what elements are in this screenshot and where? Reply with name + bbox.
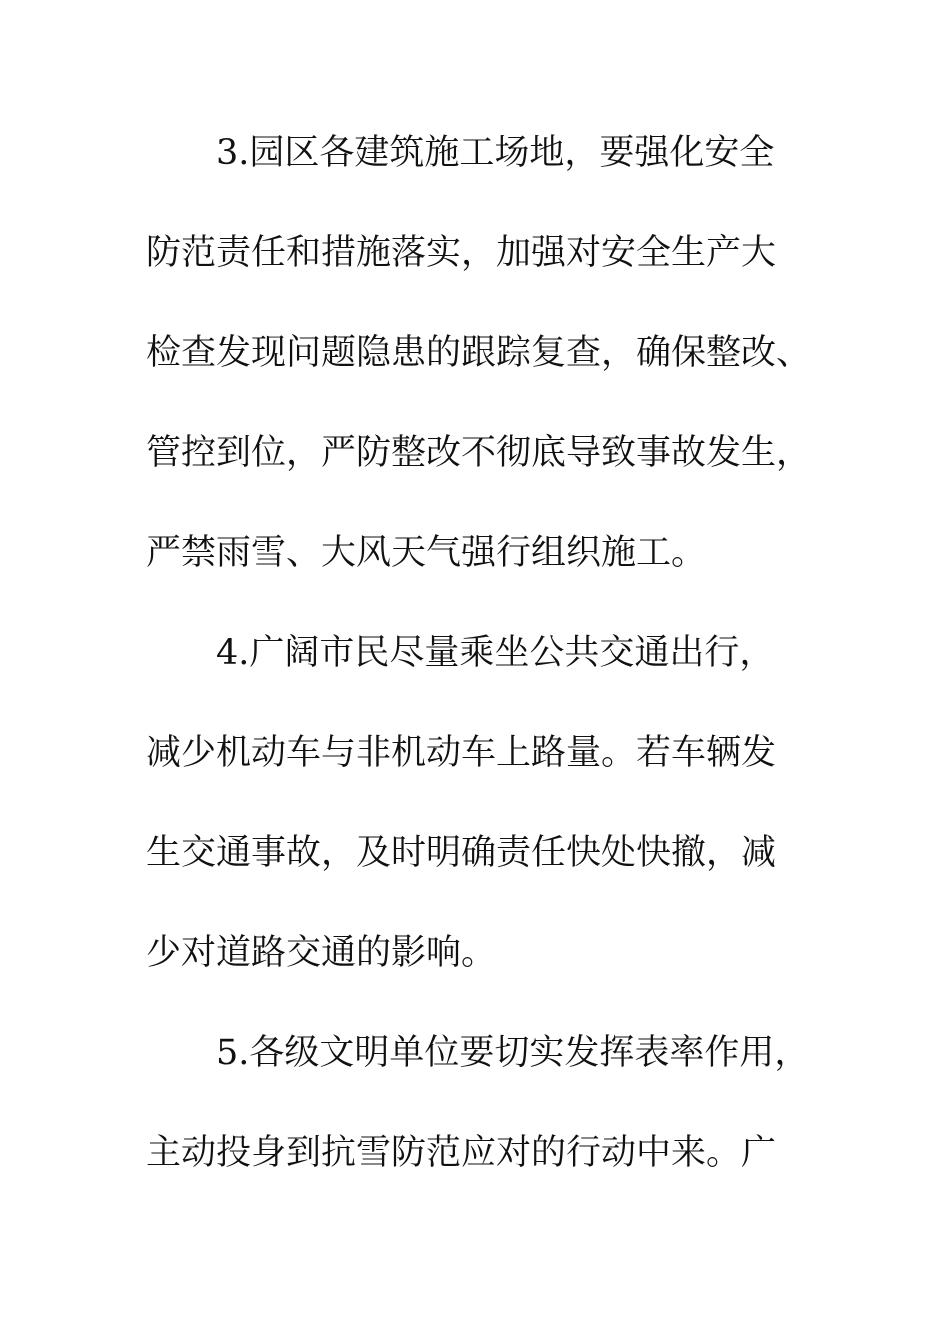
paragraph-4-line-4: 少对道路交通的影响。 [146, 933, 497, 973]
paragraph-4-line-3: 生交通事故，及时明确责任快处快撤，减 [146, 833, 777, 873]
paragraph-5-line-2: 主动投身到抗雪防范应对的行动中来。广 [146, 1133, 777, 1173]
paragraph-4-line-2: 减少机动车与非机动车上路量。若车辆发 [146, 733, 777, 773]
paragraph-3-line-3: 检查发现问题隐患的跟踪复查，确保整改、 [146, 333, 812, 373]
paragraph-5-line-1: 5.各级文明单位要切实发挥表率作用， [216, 1033, 810, 1073]
paragraph-3-line-4: 管控到位，严防整改不彻底导致事故发生， [146, 433, 812, 473]
paragraph-3-line-2: 防范责任和措施落实，加强对安全生产大 [146, 233, 777, 273]
paragraph-3-line-1: 3.园区各建筑施工场地，要强化安全 [216, 133, 775, 173]
paragraph-4-line-1: 4.广阔市民尽量乘坐公共交通出行， [216, 633, 775, 673]
paragraph-3-line-5: 严禁雨雪、大风天气强行组织施工。 [146, 533, 707, 573]
